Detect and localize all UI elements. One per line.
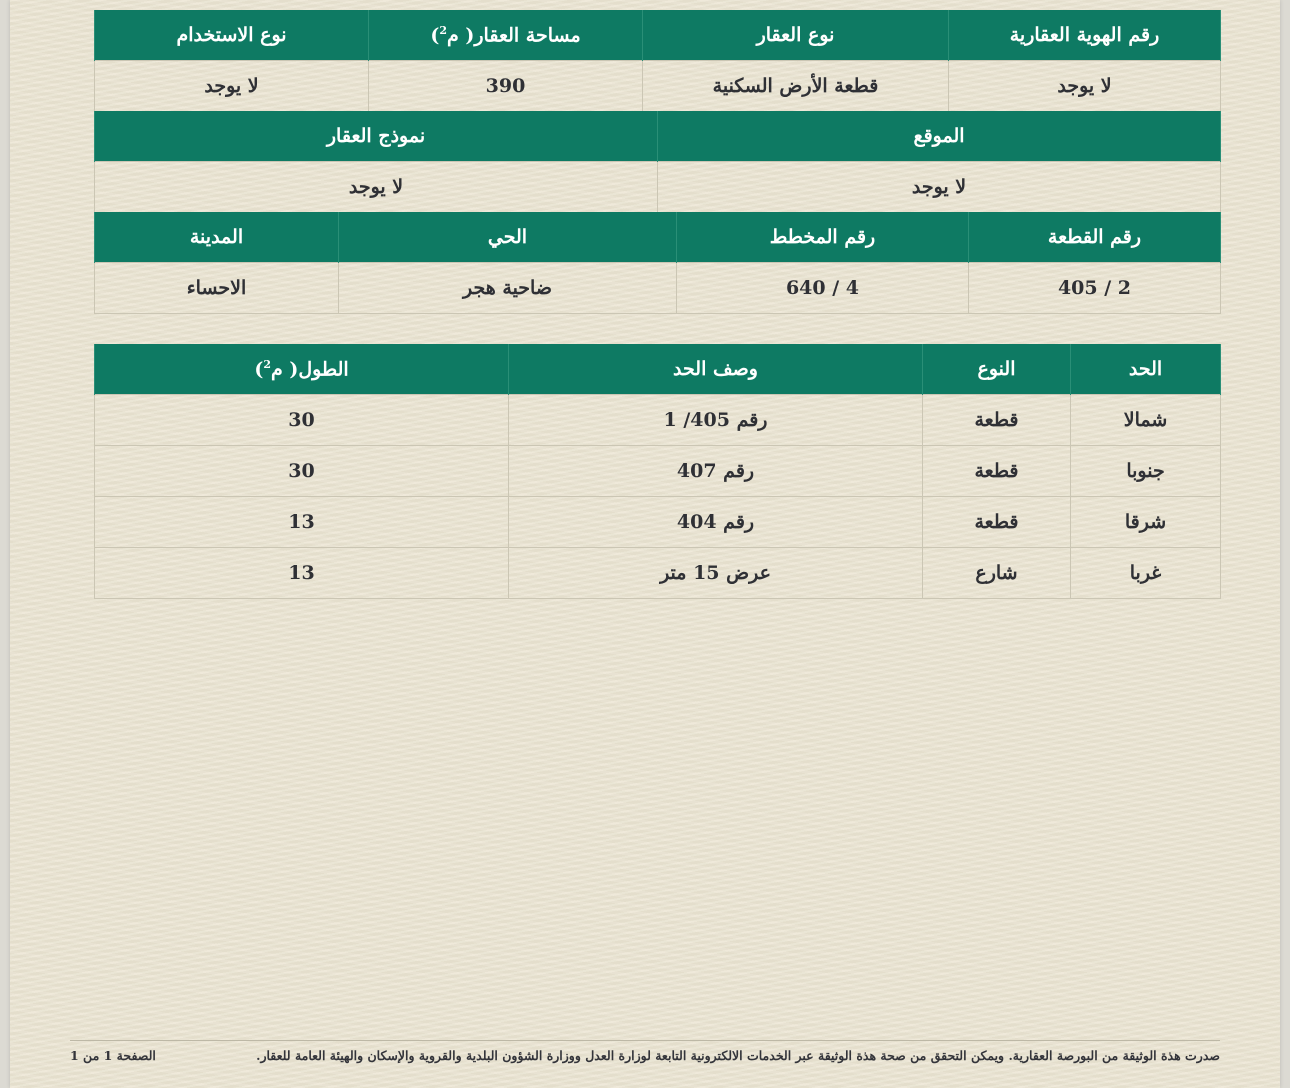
boundary-length: 13 — [95, 497, 509, 548]
header-area-close: ) — [430, 24, 440, 47]
header-property-model: نموذج العقار — [95, 111, 658, 162]
header-usage-type: نوع الاستخدام — [95, 10, 369, 61]
value-plot-number: 2 / 405 — [969, 263, 1221, 314]
header-boundary-kind: النوع — [923, 344, 1071, 395]
boundary-kind: شارع — [923, 548, 1071, 599]
header-property-area — [369, 10, 643, 61]
table-row — [95, 446, 1221, 497]
property-info-value-row — [95, 61, 1221, 112]
location-info-value-row — [95, 162, 1221, 213]
header-property-type: نوع العقار — [643, 10, 949, 61]
header-boundary-description: وصف الحد — [509, 344, 923, 395]
footer — [70, 1048, 1220, 1063]
location-info-table — [94, 111, 1221, 213]
plot-info-table — [94, 212, 1221, 314]
value-plan-number: 4 / 640 — [677, 263, 969, 314]
value-location: لا يوجد — [658, 162, 1221, 213]
footer-divider — [70, 1040, 1220, 1041]
page-number: الصفحة 1 من 1 — [70, 1048, 156, 1063]
value-property-type: قطعة الأرض السكنية — [643, 61, 949, 112]
property-info-table — [94, 10, 1221, 112]
boundaries-table — [94, 344, 1221, 599]
table-row — [95, 548, 1221, 599]
header-length-close: ) — [254, 358, 264, 381]
value-city: الاحساء — [95, 263, 339, 314]
value-property-model: لا يوجد — [95, 162, 658, 213]
property-info-header-row — [95, 10, 1221, 61]
table-row — [95, 395, 1221, 446]
boundary-length: 30 — [95, 446, 509, 497]
value-property-area: 390 — [369, 61, 643, 112]
header-boundary-length — [95, 344, 509, 395]
boundary-direction: غربا — [1071, 548, 1221, 599]
header-area-sup: 2 — [439, 23, 447, 37]
boundary-description: رقم 405/ 1 — [509, 395, 923, 446]
location-info-header-row — [95, 111, 1221, 162]
boundary-kind: قطعة — [923, 497, 1071, 548]
boundary-kind: قطعة — [923, 446, 1071, 497]
boundary-description: رقم 407 — [509, 446, 923, 497]
boundary-length: 30 — [95, 395, 509, 446]
value-district: ضاحية هجر — [339, 263, 677, 314]
plot-info-value-row — [95, 263, 1221, 314]
header-plot-number: رقم القطعة — [969, 212, 1221, 263]
header-property-id: رقم الهوية العقارية — [949, 10, 1221, 61]
header-length-label: الطول( م — [271, 358, 349, 381]
header-plan-number: رقم المخطط — [677, 212, 969, 263]
boundary-description: رقم 404 — [509, 497, 923, 548]
boundaries-header-row — [95, 344, 1221, 395]
boundary-description: عرض 15 متر — [509, 548, 923, 599]
boundary-direction: جنوبا — [1071, 446, 1221, 497]
header-length-sup: 2 — [263, 357, 271, 371]
header-district: الحي — [339, 212, 677, 263]
boundary-kind: قطعة — [923, 395, 1071, 446]
value-property-id: لا يوجد — [949, 61, 1221, 112]
table-row — [95, 497, 1221, 548]
header-location: الموقع — [658, 111, 1221, 162]
boundary-direction: شمالا — [1071, 395, 1221, 446]
header-city: المدينة — [95, 212, 339, 263]
boundary-length: 13 — [95, 548, 509, 599]
value-usage-type: لا يوجد — [95, 61, 369, 112]
document-page — [10, 0, 1280, 1088]
footer-notice: صدرت هذة الوثيقة من البورصة العقارية. ويمكن التحقق من صحة هذة الوثيقة عبر الخدمات الالكترونية التابعة لوزارة العدل ووزارة الشؤون البلدية والقروية والإسكان والهيئة العامة للعقار. — [256, 1048, 1220, 1063]
plot-info-header-row — [95, 212, 1221, 263]
boundary-direction: شرقا — [1071, 497, 1221, 548]
header-area-label: مساحة العقار( م — [447, 24, 581, 47]
header-boundary: الحد — [1071, 344, 1221, 395]
